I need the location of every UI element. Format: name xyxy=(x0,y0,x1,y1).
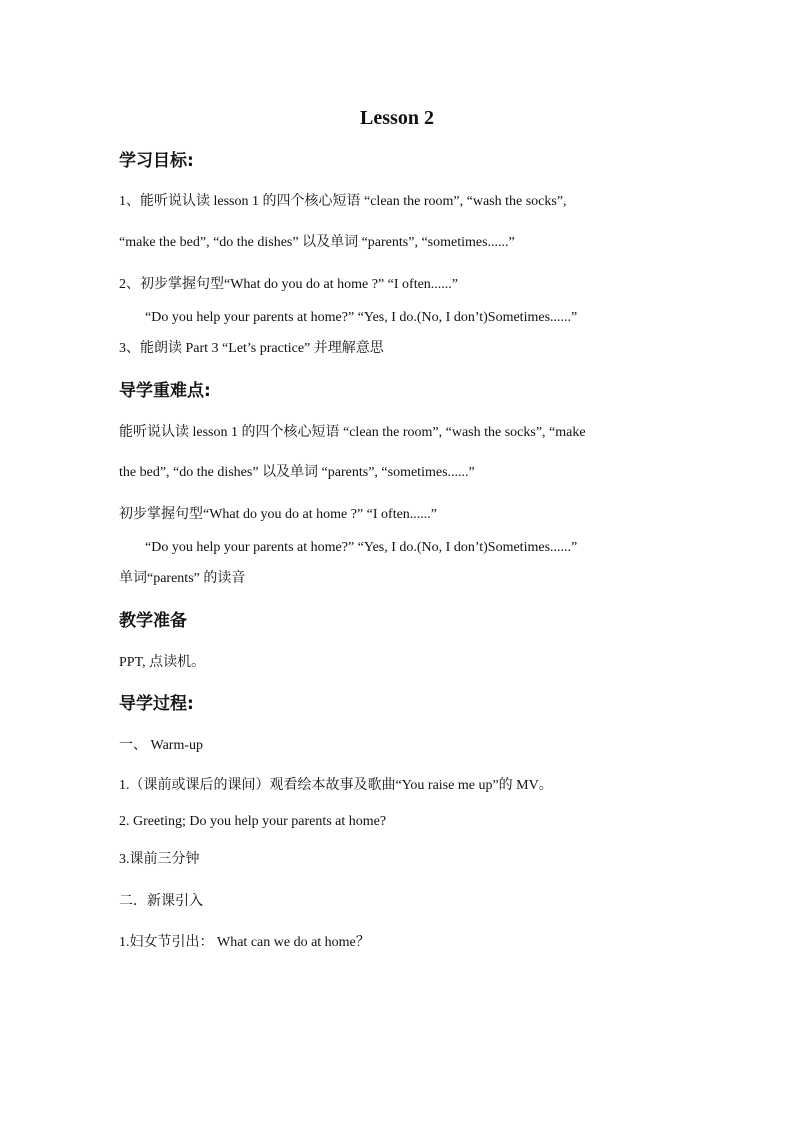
objective-3: 3、能朗读 Part 3 “Let’s practice” 并理解意思 xyxy=(119,341,384,356)
document-title: Lesson 2 xyxy=(360,107,434,129)
objective-1-line-2: “make the bed”, “do the dishes” 以及单词 “parents”, “sometimes......” xyxy=(119,235,515,250)
process-step-2-1: 1.妇女节引出： What can we do at home？ xyxy=(119,935,370,950)
preparation-line: PPT, 点读机。 xyxy=(119,655,206,670)
objective-1-line-1: 1、能听说认读 lesson 1 的四个核心短语 “clean the room”, “wash the socks”, xyxy=(119,194,567,209)
section-heading-process: 导学过程: xyxy=(119,694,194,714)
objective-2-line-1: 2、初步掌握句型“What do you do at home ?” “I often......” xyxy=(119,277,459,292)
key-point-line-4: “Do you help your parents at home?” “Yes, I do.(No, I don’t)Sometimes......” xyxy=(145,540,578,555)
section-heading-preparation: 教学准备 xyxy=(119,611,187,631)
process-step-1-1: 1.（课前或课后的课间）观看绘本故事及歌曲“You raise me up”的 MV。 xyxy=(119,778,553,793)
key-point-line-1: 能听说认读 lesson 1 的四个核心短语 “clean the room”, “wash the socks”, “make xyxy=(119,425,586,440)
objective-2-line-2: “Do you help your parents at home?” “Yes, I do.(No, I don’t)Sometimes......” xyxy=(145,310,578,325)
process-step-1-2: 2. Greeting; Do you help your parents at home? xyxy=(119,814,387,829)
key-point-line-2: the bed”, “do the dishes” 以及单词 “parents”, “sometimes......” xyxy=(119,465,475,480)
process-step-2: 二．新课引入 xyxy=(119,894,203,909)
process-step-1: 一、 Warm-up xyxy=(119,738,204,753)
key-point-line-3: 初步掌握句型“What do you do at home ?” “I often......” xyxy=(119,507,438,522)
key-point-line-5: 单词“parents” 的读音 xyxy=(119,571,246,586)
section-heading-objectives: 学习目标: xyxy=(119,151,194,171)
section-heading-key-points: 导学重难点: xyxy=(119,381,211,401)
process-step-1-3: 3.课前三分钟 xyxy=(119,852,200,867)
